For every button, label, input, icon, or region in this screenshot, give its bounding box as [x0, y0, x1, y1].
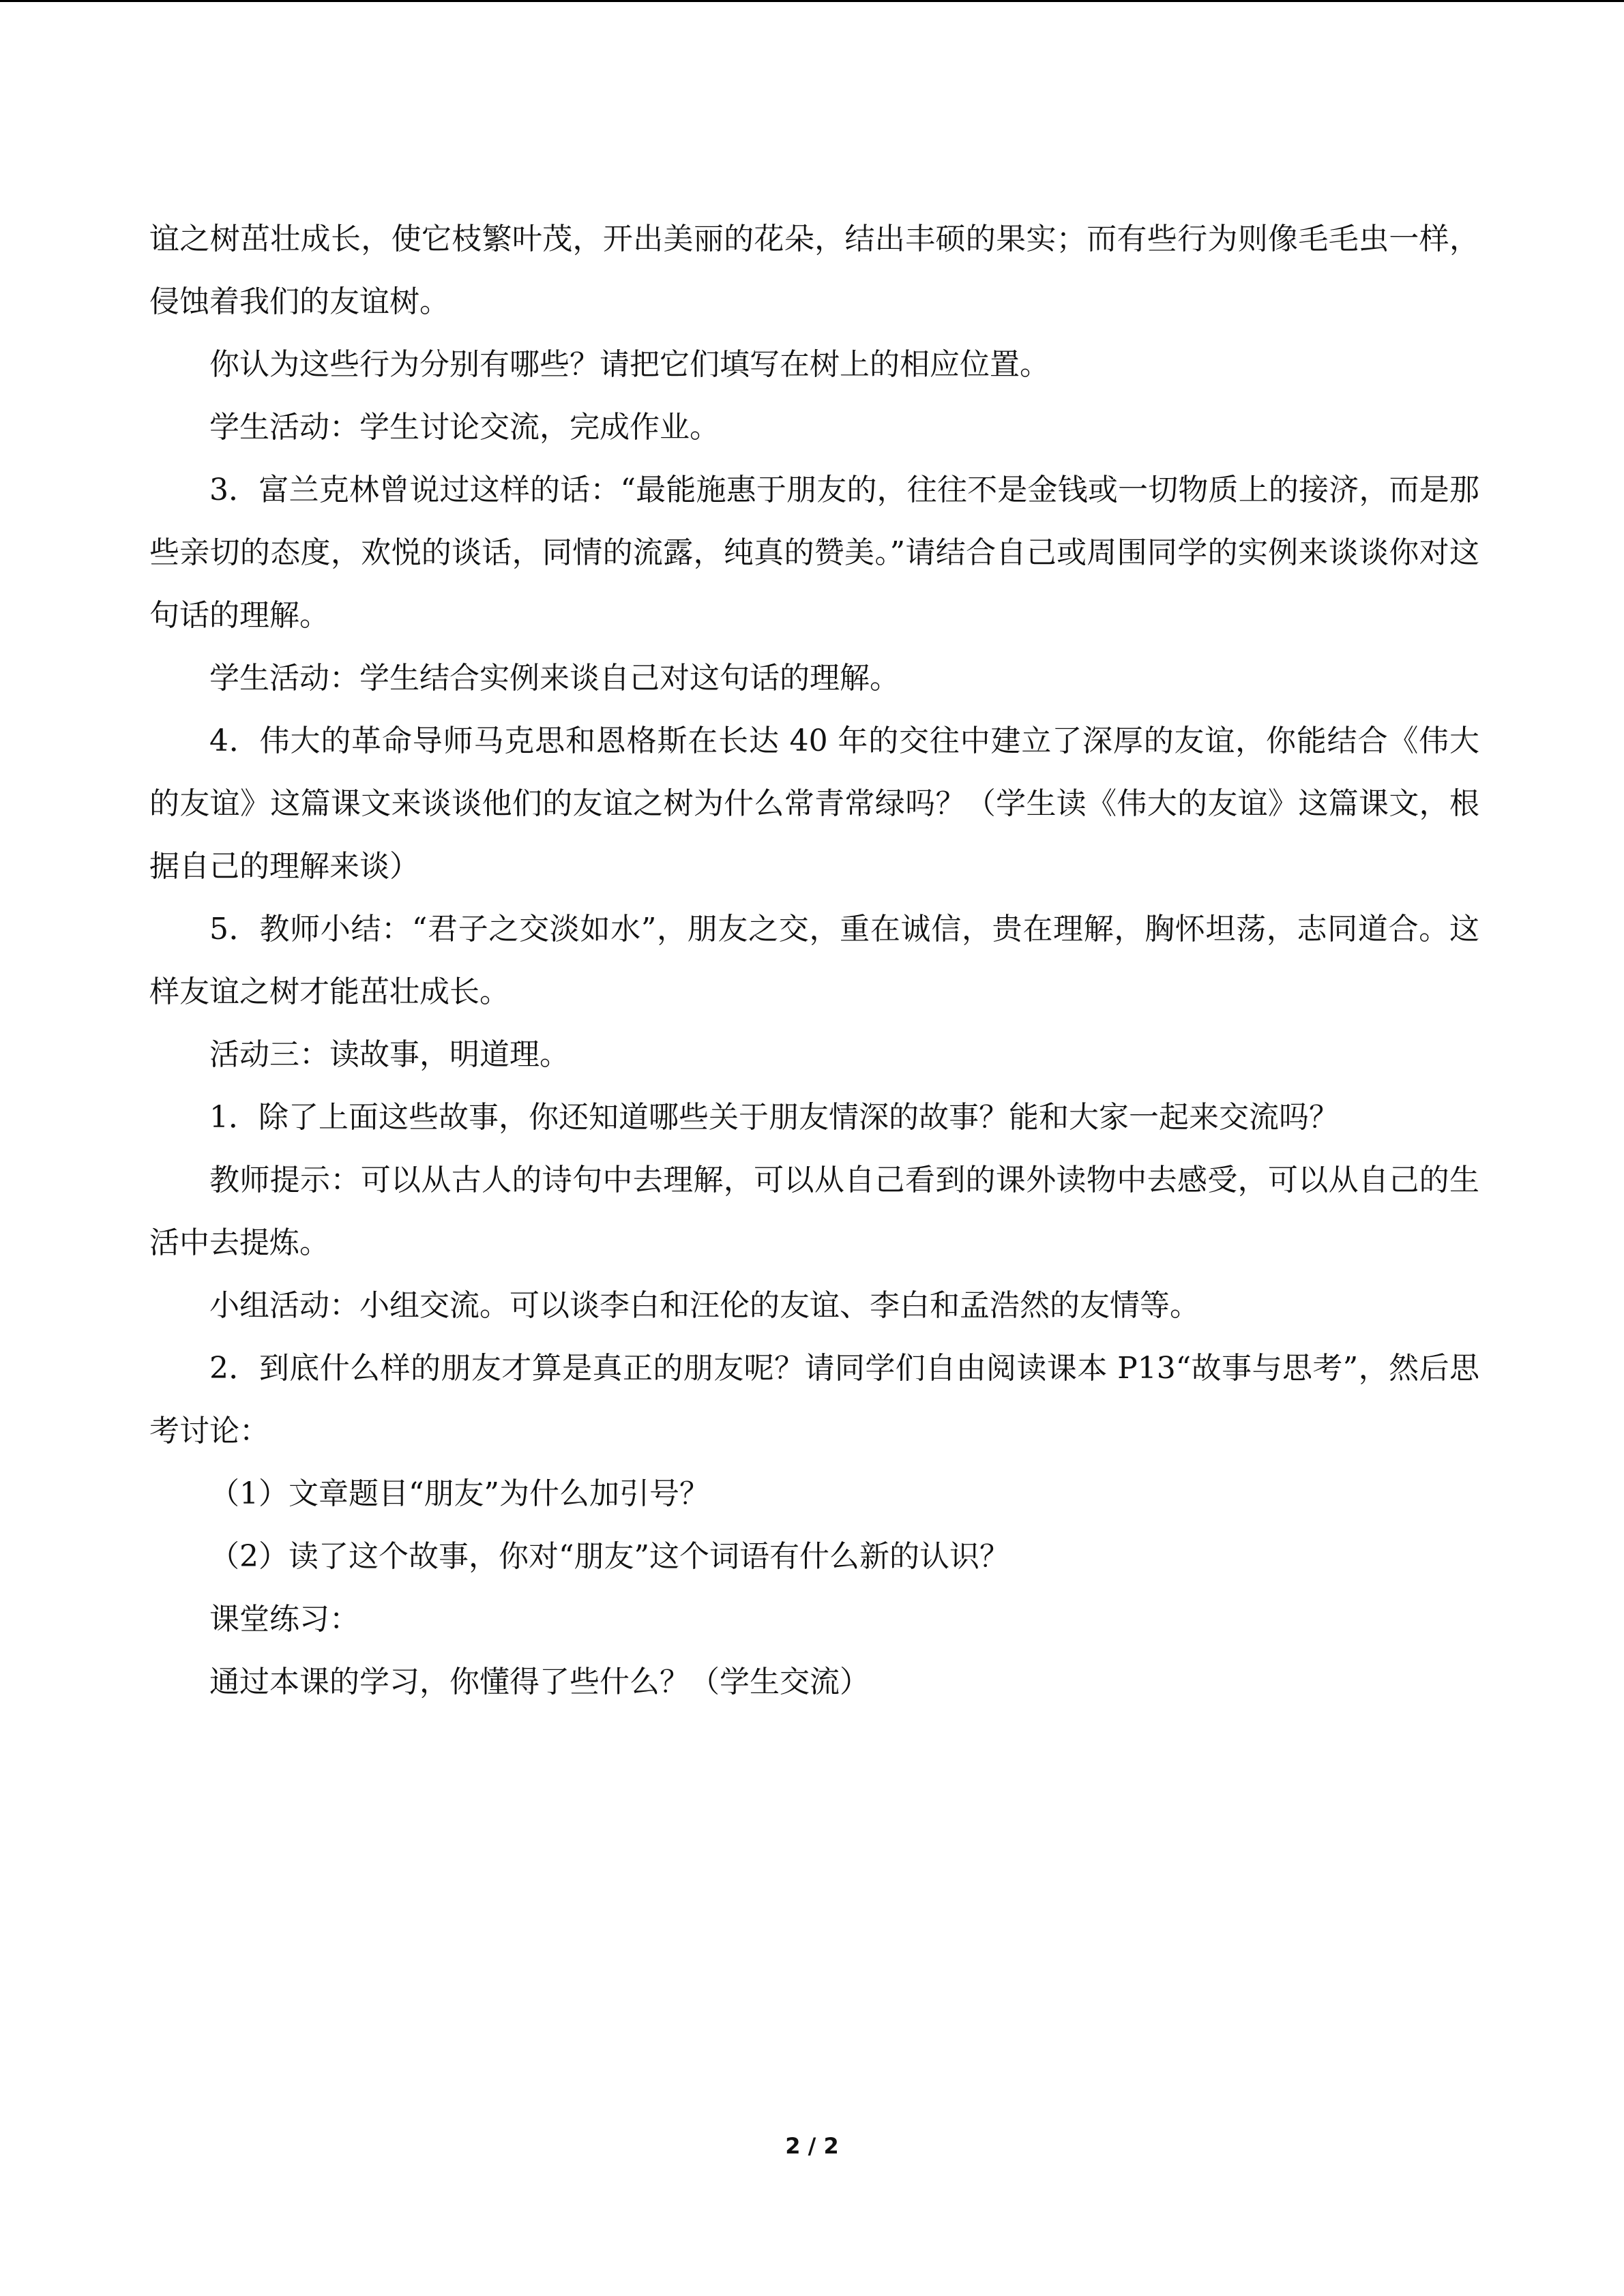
paragraph-student-activity-2: 学生活动：学生结合实例来谈自己对这句话的理解。 — [209, 661, 900, 696]
paragraph-group-activity: 小组活动：小组交流。可以谈李白和汪伦的友谊、李白和孟浩然的友情等。 — [209, 1288, 1200, 1323]
paragraph-subquestion-1: （1）文章题目“朋友”为什么加引号？ — [209, 1476, 709, 1511]
paragraph-activity-3-item-1: 1．除了上面这些故事，你还知道哪些关于朋友情深的故事？能和大家一起来交流吗？ — [209, 1100, 1339, 1135]
paragraph-item-3: 3．富兰克林曾说过这样的话：“最能施惠于朋友的，往往不是金钱或一切物质上的接济，而是那些亲切的态度，欢悦的谈话，同情的流露，纯真的赞美。”请结合自己或周围同学的实例来谈谈你对这句话的理解。 — [149, 473, 1479, 633]
paragraph-student-activity-1: 学生活动：学生讨论交流，完成作业。 — [209, 410, 720, 445]
paragraph-classroom-practice-heading: 课堂练习： — [209, 1602, 359, 1637]
page-number: 2 / 2 — [785, 2133, 839, 2159]
top-border-line — [0, 0, 1624, 2]
paragraph-subquestion-2: （2）读了这个故事，你对“朋友”这个词语有什么新的认识？ — [209, 1539, 1009, 1574]
paragraph-question: 你认为这些行为分别有哪些？请把它们填写在树上的相应位置。 — [209, 347, 1050, 382]
paragraph-classroom-practice-question: 通过本课的学习，你懂得了些什么？（学生交流） — [209, 1665, 870, 1699]
paragraph-item-4: 4．伟大的革命导师马克思和恩格斯在长达 40 年的交往中建立了深厚的友谊，你能结合《伟大的友谊》这篇课文来谈谈他们的友谊之树为什么常青常绿吗？（学生读《伟大的友谊》这篇课文，根据自己的理解来谈） — [149, 724, 1479, 884]
paragraph-item-5: 5．教师小结：“君子之交淡如水”，朋友之交，重在诚信，贵在理解，胸怀坦荡，志同道合。这样友谊之树才能茁壮成长。 — [149, 912, 1479, 1009]
paragraph-activity-3-item-2: 2．到底什么样的朋友才算是真正的朋友呢？请同学们自由阅读课本 P13“故事与思考”，然后思考讨论： — [149, 1351, 1479, 1448]
paragraph-activity-3-heading: 活动三：读故事，明道理。 — [209, 1037, 570, 1072]
paragraph-teacher-hint: 教师提示：可以从古人的诗句中去理解，可以从自己看到的课外读物中去感受，可以从自己的生活中去提炼。 — [149, 1163, 1479, 1260]
document-body — [149, 208, 1479, 1714]
paragraph-continuation: 谊之树茁壮成长，使它枝繁叶茂，开出美丽的花朵，结出丰硕的果实；而有些行为则像毛毛虫一样，侵蚀着我们的友谊树。 — [149, 222, 1479, 319]
